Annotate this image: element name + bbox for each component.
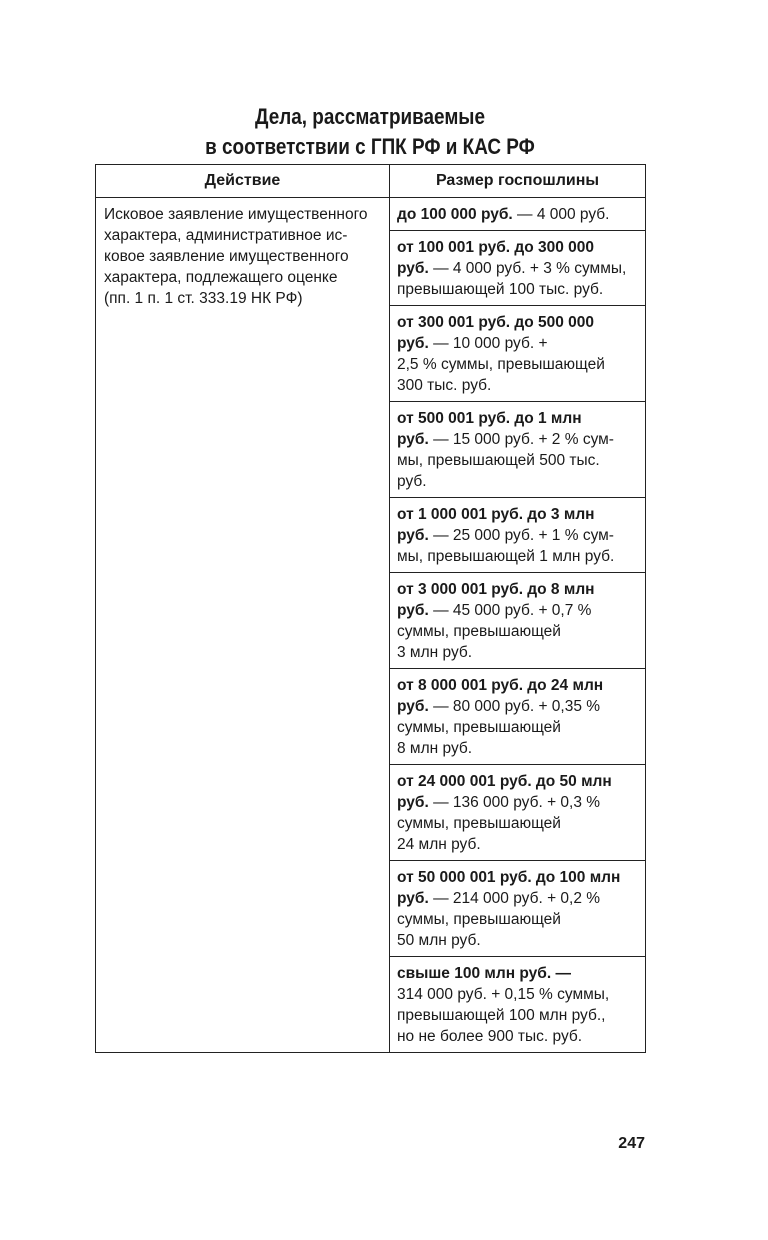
fee-cell — [390, 402, 646, 498]
fee-line — [397, 813, 638, 834]
fee-text: — 45 000 руб. + 0,7 % — [428, 602, 592, 619]
page-number: 247 — [618, 1135, 645, 1152]
fee-cell — [390, 957, 646, 1053]
fee-cell — [390, 669, 646, 765]
fee-text: суммы, превышающей — [397, 911, 561, 928]
fee-line — [397, 450, 638, 471]
fee-line — [397, 984, 638, 1005]
fee-cell — [390, 498, 646, 573]
fee-line — [397, 1005, 638, 1026]
fee-text: мы, превышающей 1 млн руб. — [397, 548, 615, 565]
fee-range: руб. — [397, 431, 429, 448]
fee-line — [397, 237, 638, 258]
fee-line — [397, 930, 638, 951]
fee-range: от 500 001 руб. до 1 млн — [397, 410, 582, 427]
fee-text: — 80 000 руб. + 0,35 % — [428, 698, 601, 715]
action-line: характера, административное ис- — [104, 227, 348, 244]
table-body — [96, 198, 646, 1053]
fee-line — [397, 834, 638, 855]
fee-text: 314 000 руб. + 0,15 % суммы, — [397, 986, 610, 1003]
fee-line — [397, 408, 638, 429]
fee-text: но не более 900 тыс. руб. — [397, 1028, 583, 1045]
fee-line — [397, 642, 638, 663]
fee-line — [397, 1026, 638, 1047]
fee-range: руб. — [397, 260, 429, 277]
fee-line — [397, 333, 638, 354]
fee-line — [397, 354, 638, 375]
fee-line — [397, 258, 638, 279]
fee-range: руб. — [397, 698, 429, 715]
fee-line — [397, 888, 638, 909]
fee-table — [95, 164, 646, 1053]
action-line: (пп. 1 п. 1 ст. 333.19 НК РФ) — [104, 290, 303, 307]
fee-line — [397, 738, 638, 759]
fee-cell — [390, 306, 646, 402]
table-row — [96, 198, 646, 231]
fee-range: до 100 000 руб. — [397, 206, 513, 223]
fee-line — [397, 963, 638, 984]
fee-line — [397, 471, 638, 492]
action-cell — [96, 198, 390, 1053]
fee-line — [397, 525, 638, 546]
fee-line — [397, 675, 638, 696]
fee-line — [397, 909, 638, 930]
fee-range: руб. — [397, 335, 429, 352]
fee-text: суммы, превышающей — [397, 815, 561, 832]
fee-text: руб. — [397, 473, 427, 490]
fee-line — [397, 375, 638, 396]
header-fee: Размер госпошлины — [390, 165, 646, 198]
fee-cell — [390, 765, 646, 861]
page-title — [134, 102, 607, 162]
fee-range: руб. — [397, 527, 429, 544]
fee-line — [397, 429, 638, 450]
fee-range: от 3 000 001 руб. до 8 млн — [397, 581, 595, 598]
fee-text: 24 млн руб. — [397, 836, 481, 853]
fee-line — [397, 771, 638, 792]
fee-cell — [390, 231, 646, 306]
fee-range: от 100 001 руб. до 300 000 — [397, 239, 595, 256]
fee-text: 8 млн руб. — [397, 740, 473, 757]
fee-text: — 15 000 руб. + 2 % сум- — [428, 431, 614, 448]
fee-line — [397, 621, 638, 642]
fee-text: превышающей 100 млн руб., — [397, 1007, 606, 1024]
fee-line — [397, 717, 638, 738]
fee-text: 300 тыс. руб. — [397, 377, 492, 394]
fee-line — [397, 867, 638, 888]
fee-text: — 10 000 руб. + — [428, 335, 548, 352]
table-header-row — [96, 165, 646, 198]
fee-text: — 4 000 руб. + 3 % суммы, — [428, 260, 627, 277]
fee-text: — 136 000 руб. + 0,3 % — [428, 794, 601, 811]
fee-range: руб. — [397, 794, 429, 811]
fee-range: от 24 000 001 руб. до 50 млн — [397, 773, 612, 790]
fee-range: от 1 000 001 руб. до 3 млн — [397, 506, 595, 523]
fee-line — [397, 279, 638, 300]
action-line: характера, подлежащего оценке — [104, 269, 338, 286]
fee-line — [397, 579, 638, 600]
fee-line — [397, 696, 638, 717]
title-line-2: в соответствии с ГПК РФ и КАС РФ — [205, 134, 535, 159]
fee-cell — [390, 198, 646, 231]
fee-range: от 300 001 руб. до 500 000 — [397, 314, 595, 331]
fee-range: руб. — [397, 602, 429, 619]
fee-text: суммы, превышающей — [397, 623, 561, 640]
fee-text: мы, превышающей 500 тыс. — [397, 452, 600, 469]
fee-text: — 214 000 руб. + 0,2 % — [428, 890, 601, 907]
fee-line — [397, 312, 638, 333]
fee-text: 2,5 % суммы, превышающей — [397, 356, 605, 373]
fee-text: — 4 000 руб. — [512, 206, 610, 223]
fee-text: 50 млн руб. — [397, 932, 481, 949]
fee-range: от 50 000 001 руб. до 100 млн — [397, 869, 621, 886]
fee-line — [397, 792, 638, 813]
fee-text: превышающей 100 тыс. руб. — [397, 281, 604, 298]
fee-range: от 8 000 001 руб. до 24 млн — [397, 677, 604, 694]
fee-line — [397, 546, 638, 567]
fee-text: суммы, превышающей — [397, 719, 561, 736]
fee-range: свыше 100 млн руб. — — [397, 965, 571, 982]
fee-range: руб. — [397, 890, 429, 907]
fee-text: 3 млн руб. — [397, 644, 473, 661]
fee-cell — [390, 573, 646, 669]
fee-text: — 25 000 руб. + 1 % сум- — [428, 527, 614, 544]
fee-line — [397, 504, 638, 525]
fee-line — [397, 600, 638, 621]
action-line: ковое заявление имущественного — [104, 248, 349, 265]
title-line-1: Дела, рассматриваемые — [255, 104, 485, 129]
fee-cell — [390, 861, 646, 957]
action-line: Исковое заявление имущественного — [104, 206, 368, 223]
fee-line — [397, 204, 638, 225]
header-action: Действие — [96, 165, 390, 198]
